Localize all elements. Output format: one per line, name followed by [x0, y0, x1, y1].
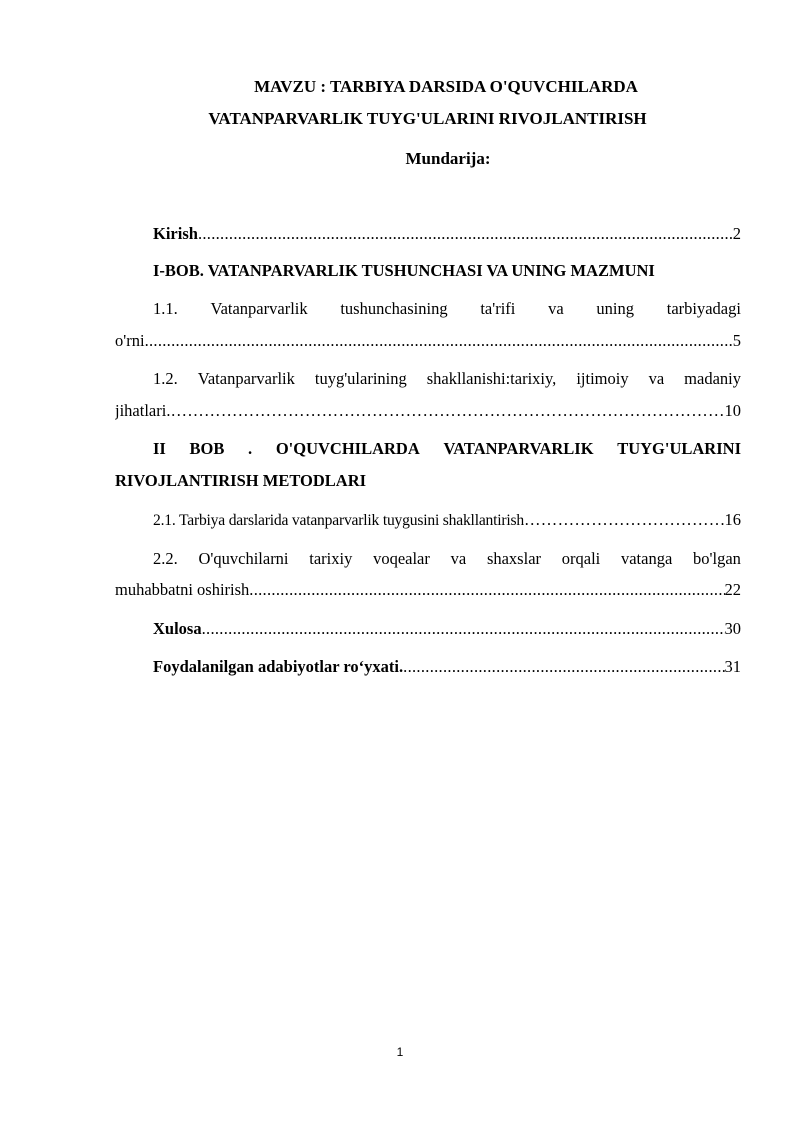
toc-word: Vatanparvarlik	[210, 299, 308, 318]
toc-word: 1.1.	[153, 299, 178, 318]
toc-word: shakllanishi:tarixiy,	[426, 369, 557, 388]
dot-leader	[249, 575, 724, 605]
toc-page-number: 22	[724, 580, 741, 599]
toc-word: tarixiy	[309, 549, 353, 568]
toc-entry-2-2-line-2	[115, 575, 741, 605]
dot-leader	[198, 219, 733, 249]
toc-word: voqealar	[373, 549, 430, 568]
toc-word: uning	[596, 299, 635, 318]
toc-word: orqali	[561, 549, 601, 568]
toc-entry-label: o'rni	[115, 331, 145, 350]
toc-page-number: 31	[724, 657, 741, 676]
toc-word: BOB	[189, 439, 225, 458]
toc-page-number: 10	[724, 401, 741, 420]
toc-word: 2.2.	[153, 549, 178, 568]
toc-word: tushunchasining	[340, 299, 448, 318]
toc-word: va	[548, 299, 564, 318]
toc-page-number: 16	[724, 510, 741, 529]
toc-word: 1.2.	[153, 369, 178, 388]
toc-word: O'quvchilarni	[198, 549, 289, 568]
dot-leader	[202, 614, 725, 644]
toc-chapter-2-title-line-2: RIVOJLANTIRISH METODLARI	[115, 471, 367, 490]
toc-word: ijtimoiy	[576, 369, 629, 388]
toc-word: va	[648, 369, 665, 388]
toc-word: tuyg'ularining	[314, 369, 407, 388]
toc-page-number: 30	[724, 619, 741, 638]
toc-entry-1-2-line-1	[115, 364, 741, 394]
dot-leader	[170, 396, 724, 426]
toc-chapter-2-title-line-1	[115, 434, 741, 464]
toc-entry-label: muhabbatni oshirish	[115, 580, 250, 599]
toc-chapter-1-title: I-BOB. VATANPARVARLIK TUSHUNCHASI VA UNING MAZMUNI	[153, 261, 655, 280]
toc-word: .	[248, 439, 253, 458]
document-title-line-2: VATANPARVARLIK TUYG'ULARINI RIVOJLANTIRISH	[208, 109, 647, 128]
toc-word: bo'lgan	[693, 549, 741, 568]
toc-page-number: 2	[732, 224, 741, 243]
toc-word: vatanga	[620, 549, 673, 568]
toc-entry-1-1-line-1	[115, 294, 741, 324]
toc-entry-1-1-line-2	[115, 326, 741, 356]
toc-word: ta'rifi	[480, 299, 516, 318]
dot-leader	[145, 326, 733, 356]
toc-entry-references	[115, 652, 741, 682]
toc-page-number: 5	[732, 331, 741, 350]
toc-word: madaniy	[684, 369, 741, 388]
toc-word: II	[153, 439, 166, 458]
toc-entry-label: jihatlari.	[115, 401, 171, 420]
dot-leader	[524, 505, 725, 535]
toc-word: Vatanparvarlik	[197, 369, 295, 388]
toc-entry-label: Kirish	[153, 224, 198, 243]
toc-entry-label: Foydalanilgan adabiyotlar ro‘yxati.	[153, 657, 404, 676]
toc-entry-xulosa	[115, 614, 741, 644]
toc-word: va	[450, 549, 467, 568]
toc-word: tarbiyadagi	[666, 299, 741, 318]
toc-entry-2-2-line-1	[115, 544, 741, 574]
toc-word: TUYG'ULARINI	[617, 439, 741, 458]
toc-entry-label: Xulosa	[153, 619, 202, 638]
toc-word: O'QUVCHILARDA	[275, 439, 420, 458]
toc-entry-label: 2.1. Tarbiya darslarida vatanparvarlik tuygusini shakllantirish	[153, 512, 524, 529]
dot-leader	[403, 652, 724, 682]
toc-entry-2-1	[115, 505, 741, 536]
page-number: 1	[396, 1045, 404, 1059]
toc-entry-kirish	[115, 219, 741, 249]
toc-word: VATANPARVARLIK	[443, 439, 594, 458]
toc-word: shaxslar	[486, 549, 542, 568]
document-title-line-1: MAVZU : TARBIYA DARSIDA O'QUVCHILARDA	[254, 77, 638, 96]
toc-entry-1-2-line-2	[115, 396, 741, 426]
contents-heading: Mundarija:	[405, 149, 491, 168]
